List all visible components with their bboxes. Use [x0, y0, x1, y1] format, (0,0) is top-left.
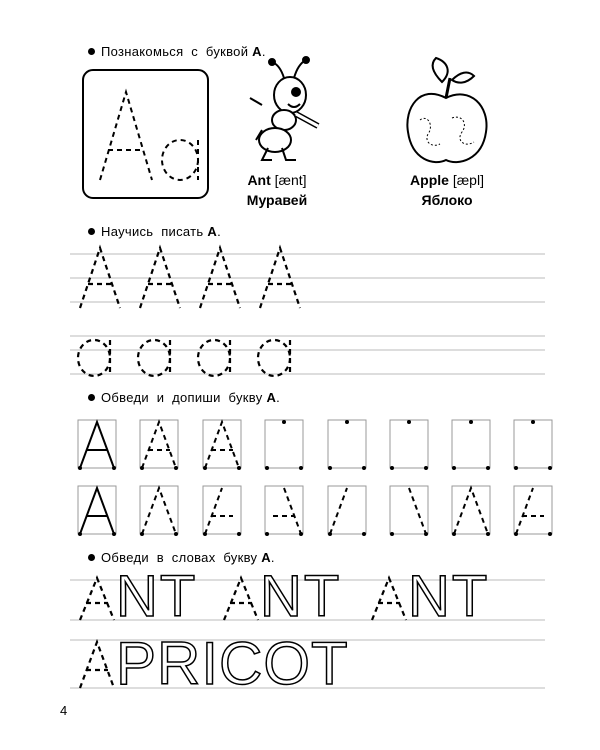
word-ant-3-rest: NT	[408, 564, 490, 629]
practice-lines-lowercase	[70, 336, 545, 374]
practice-lines-capital	[70, 254, 545, 302]
apple-transcription: [æpl]	[452, 172, 484, 188]
apple-illustration	[407, 58, 486, 162]
bullet-icon	[88, 228, 95, 235]
word-apricot-rest: PRICOT	[116, 630, 349, 697]
apple-translation: Яблоко	[421, 192, 473, 208]
ant-translation: Муравей	[246, 192, 308, 208]
bullet-icon	[88, 48, 95, 55]
trace-row-1-letters	[80, 422, 239, 468]
trace-row-1-dots	[78, 420, 552, 470]
page-number: 4	[60, 703, 68, 718]
instruction-learn-write: Научись писать A.	[88, 224, 221, 239]
bullet-icon	[88, 554, 95, 561]
word-ant-1-rest: NT	[116, 564, 198, 629]
apple-word: Apple	[410, 172, 449, 188]
trace-grid-row-2	[78, 486, 552, 534]
instruction-meet-letter: Познакомься с буквой A.	[88, 44, 266, 59]
bullet-icon	[88, 394, 95, 401]
ant-word: Ant	[247, 172, 271, 188]
apple-caption	[392, 170, 502, 210]
letter-card	[83, 70, 208, 198]
instruction-trace-complete: Обведи и допиши букву A.	[88, 390, 280, 405]
ant-transcription: [ænt]	[274, 172, 307, 188]
word-ant-2-rest: NT	[260, 564, 342, 629]
ant-illustration	[250, 57, 318, 160]
instruction-trace-words: Обведи в словах букву A.	[88, 550, 275, 565]
trace-grid-row-1	[78, 420, 552, 468]
ant-caption	[232, 170, 322, 210]
trace-row-2-letters	[80, 488, 544, 534]
lowercase-a-traces	[78, 340, 290, 376]
